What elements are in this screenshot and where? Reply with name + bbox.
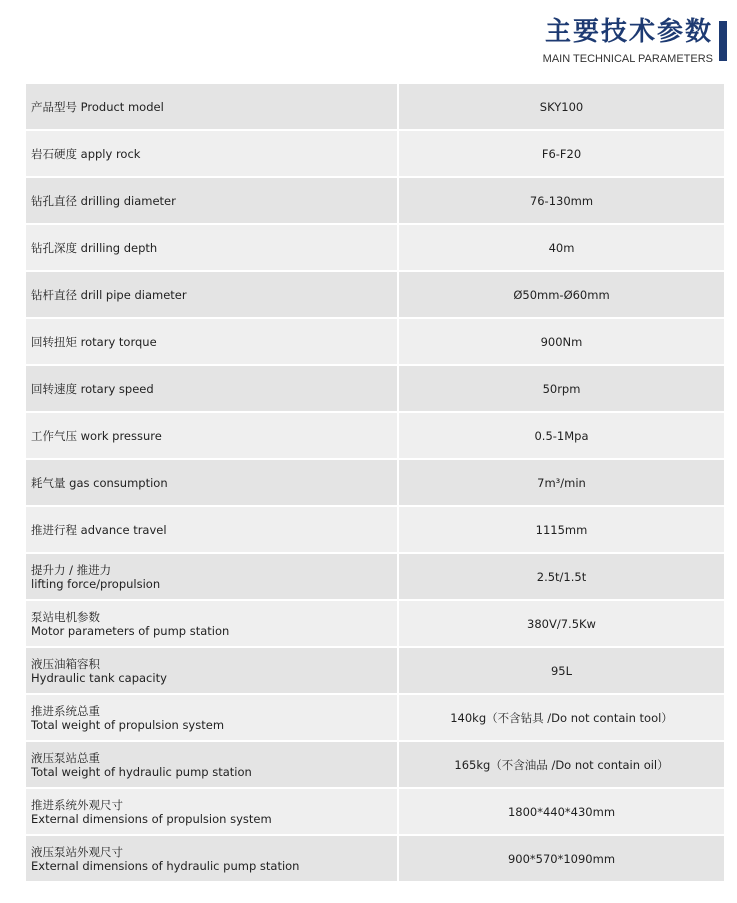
parameter-label-line1: 岩石硬度 apply rock <box>31 146 141 161</box>
parameter-value: 40m <box>548 240 575 255</box>
parameter-label-line1: 液压油箱容积 <box>31 656 100 671</box>
table-row <box>26 319 724 364</box>
table-row <box>26 601 724 646</box>
parameter-value: 7m³/min <box>537 475 586 490</box>
parameter-label <box>26 178 397 223</box>
table-row <box>26 131 724 176</box>
parameter-label-line1: 推进系统总重 <box>31 703 100 718</box>
parameter-label <box>26 131 397 176</box>
parameter-label-line2: lifting force/propulsion <box>31 576 161 591</box>
parameter-value: 76-130mm <box>529 193 594 208</box>
parameter-label-line2: Total weight of hydraulic pump station <box>31 764 252 779</box>
parameter-label-line1: 提升力 / 推进力 <box>31 562 112 577</box>
parameter-label-line1: 液压泵站外观尺寸 <box>31 844 123 859</box>
parameter-label <box>26 554 397 599</box>
parameter-label <box>26 648 397 693</box>
table-row <box>26 225 724 270</box>
parameter-label <box>26 225 397 270</box>
parameter-label-line1: 钻杆直径 drill pipe diameter <box>31 287 187 302</box>
parameter-label-line1: 液压泵站总重 <box>31 750 100 765</box>
parameter-label-line1: 钻孔直径 drilling diameter <box>31 193 176 208</box>
parameter-label-line1: 产品型号 Product model <box>31 99 164 114</box>
table-row <box>26 789 724 834</box>
parameter-value: 140kg（不含钻具 /Do not contain tool） <box>450 710 673 725</box>
parameter-label-line1: 回转扭矩 rotary torque <box>31 334 157 349</box>
table-row <box>26 554 724 599</box>
parameter-value: 380V/7.5Kw <box>527 616 596 631</box>
parameter-value: 165kg（不含油品 /Do not contain oil） <box>454 757 669 772</box>
parameter-label <box>26 366 397 411</box>
parameter-label <box>26 742 397 787</box>
parameter-label <box>26 789 397 834</box>
parameter-label <box>26 272 397 317</box>
parameter-label-line2: Motor parameters of pump station <box>31 623 230 638</box>
parameter-label-line2: Hydraulic tank capacity <box>31 670 167 685</box>
parameter-label-line2: External dimensions of propulsion system <box>31 811 272 826</box>
parameter-label-line1: 耗气量 gas consumption <box>31 475 168 490</box>
parameter-label <box>26 413 397 458</box>
parameter-value: SKY100 <box>539 99 584 114</box>
parameter-value: 1800*440*430mm <box>507 804 616 819</box>
table-row <box>26 413 724 458</box>
parameter-value: 900*570*1090mm <box>507 851 616 866</box>
table-row <box>26 84 724 129</box>
parameter-label <box>26 84 397 129</box>
parameter-label-line1: 泵站电机参数 <box>31 609 100 624</box>
parameter-value: 1115mm <box>535 522 588 537</box>
parameter-label-line1: 推进行程 advance travel <box>31 522 167 537</box>
parameter-label-line2: External dimensions of hydraulic pump station <box>31 858 300 873</box>
parameter-value: 0.5-1Mpa <box>534 428 589 443</box>
section-header <box>543 14 727 66</box>
parameter-label <box>26 695 397 740</box>
parameter-value: 900Nm <box>540 334 583 349</box>
parameter-label <box>26 836 397 881</box>
page-title: 主要技术参数 <box>544 17 713 47</box>
parameter-label <box>26 460 397 505</box>
table-row <box>26 366 724 411</box>
parameter-label <box>26 319 397 364</box>
parameter-value: F6-F20 <box>541 146 582 161</box>
parameter-label-line1: 钻孔深度 drilling depth <box>31 240 158 255</box>
table-row <box>26 272 724 317</box>
parameter-label <box>26 507 397 552</box>
parameter-value: Ø50mm-Ø60mm <box>513 287 610 302</box>
table-row <box>26 178 724 223</box>
parameter-label-line1: 回转速度 rotary speed <box>31 381 154 396</box>
parameter-label <box>26 601 397 646</box>
parameter-label-line1: 推进系统外观尺寸 <box>31 797 123 812</box>
parameter-label-line2: Total weight of propulsion system <box>31 717 225 732</box>
table-row <box>26 460 724 505</box>
parameters-table <box>26 84 724 881</box>
parameter-value: 50rpm <box>542 381 581 396</box>
table-row <box>26 836 724 881</box>
table-row <box>26 695 724 740</box>
parameter-value: 95L <box>550 663 573 678</box>
parameter-value: 2.5t/1.5t <box>536 569 587 584</box>
table-row <box>26 742 724 787</box>
parameter-label-line1: 工作气压 work pressure <box>31 428 162 443</box>
table-row <box>26 507 724 552</box>
table-row <box>26 648 724 693</box>
page-subtitle: MAIN TECHNICAL PARAMETERS <box>542 53 713 65</box>
header-text <box>543 14 713 66</box>
title-accent-bar <box>719 21 727 61</box>
